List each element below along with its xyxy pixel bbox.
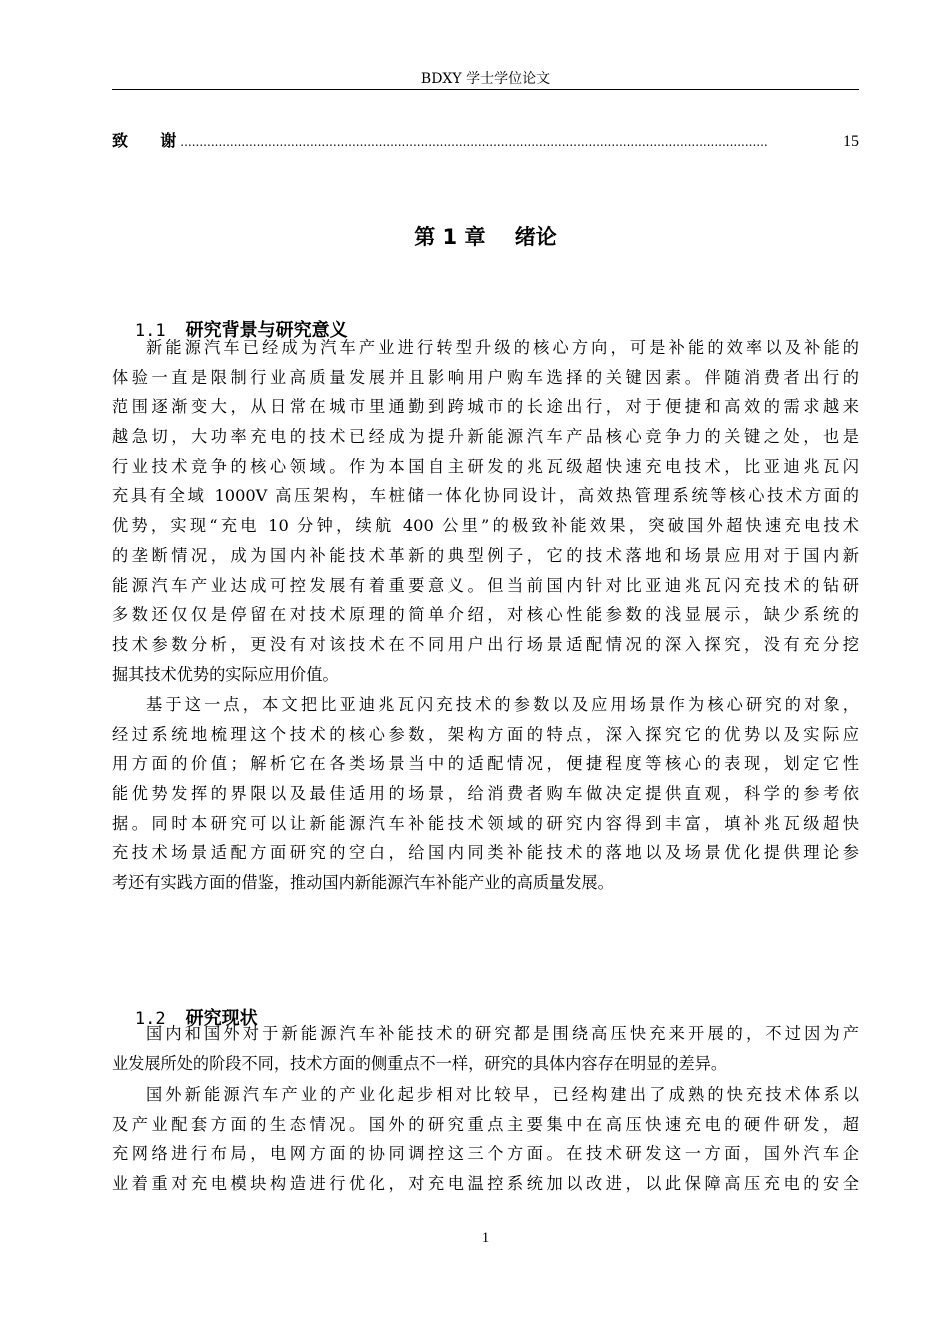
paragraph-line: 能源汽车产业达成可控发展有着重要意义。但当前国内针对比亚迪兆瓦闪充技术的钻研 [112, 575, 859, 595]
page-number: 1 [481, 1230, 490, 1246]
paragraph-line: 充技术场景适配方面研究的空白，给国内同类补能技术的落地以及场景优化提供理论参 [112, 843, 859, 863]
paragraph-line: 充具有全域 1000V 高压架构，车桩储一体化协同设计，高效热管理系统等核心技术方面的 [112, 486, 859, 506]
paragraph-line: 充网络进行布局，电网方面的协同调控这三个方面。在技术研发这一方面，国外汽车企 [112, 1144, 859, 1164]
paragraph-line: 用方面的价值；解析它在各类场景当中的适配情况，便捷程度等核心的表现，划定它性 [112, 754, 859, 774]
paragraph-line: 能优势发挥的界限以及最佳适用的场景，给消费者购车做决定提供直观，科学的参考依 [112, 784, 859, 804]
paragraph [112, 690, 859, 898]
paragraph-line: 及产业配套方面的生态情况。国外的研究重点主要集中在高压快速充电的硬件研发，超 [112, 1114, 859, 1134]
paragraph-line: 基于这一点，本文把比亚迪兆瓦闪充技术的参数以及应用场景作为核心研究的对象， [146, 695, 859, 714]
paragraph-line: 范围逐渐变大，从日常在城市里通勤到跨城市的长途出行，对于便捷和高效的需求越来 [112, 397, 859, 417]
paragraph-line: 的垄断情况，成为国内补能技术革新的典型例子，它的技术落地和场景应用对于国内新 [112, 545, 859, 565]
paragraph-line: 业着重对充电模块构造进行优化，对充电温控系统加以改进，以此保障高压充电的安全 [112, 1174, 859, 1194]
paragraph-line: 越急切，大功率充电的技术已经成为提升新能源汽车产品核心竞争力的关键之处，也是 [112, 427, 859, 447]
header-rule [112, 89, 859, 90]
paragraph [112, 1019, 859, 1078]
section-number: 1.1 [134, 321, 166, 341]
chapter-title: 第 1 章 绪论 [414, 225, 557, 249]
section-number: 1.2 [134, 1009, 166, 1029]
toc-entry [112, 130, 859, 152]
toc-leader-dots: .......................................................................................................................................................... [180, 135, 768, 149]
paragraph-line: 行业技术竞争的核心领域。作为本国自主研发的兆瓦级超快速充电技术，比亚迪兆瓦闪 [112, 456, 859, 476]
section-title: 研究现状 [185, 1008, 258, 1029]
section-title: 研究背景与研究意义 [185, 320, 348, 341]
paragraph-line: 据。同时本研究可以让新能源汽车补能技术领域的研究内容得到丰富，填补兆瓦级超快 [112, 813, 859, 833]
paragraph-line: 经过系统地梳理这个技术的核心参数，架构方面的特点，深入探究它的优势以及实际应 [112, 724, 859, 744]
paragraph-line: 考还有实践方面的借鉴，推动国内新能源汽车补能产业的高质量发展。 [112, 873, 614, 893]
paragraph-line: 掘其技术优势的实际应用价值。 [112, 664, 339, 684]
paragraph-line: 新能源汽车已经成为汽车产业进行转型升级的核心方向，可是补能的效率以及补能的 [146, 338, 859, 357]
paragraph-line: 业发展所处的阶段不同，技术方面的侧重点不一样，研究的具体内容存在明显的差异。 [112, 1053, 728, 1073]
paragraph-line: 国内和国外对于新能源汽车补能技术的研究都是围绕高压快充来开展的，不过因为产 [146, 1024, 859, 1043]
toc-entry-page: 15 [843, 133, 859, 150]
paragraph-line: 国外新能源汽车产业的产业化起步相对比较早，已经构建出了成熟的快充技术体系以 [146, 1085, 859, 1104]
paragraph-line: 技术参数分析，更没有对该技术在不同用户出行场景适配情况的深入探究，没有充分挖 [112, 634, 859, 654]
running-header: BDXY 学士学位论文 [420, 71, 551, 87]
paragraph-line: 多数还仅仅是停留在对技术原理的简单介绍，对核心性能参数的浅显展示，缺少系统的 [112, 605, 859, 625]
paragraph-line: 优势，实现“充电 10 分钟，续航 400 公里”的极致补能效果，突破国外超快速充电技术 [112, 516, 859, 536]
paragraph [112, 333, 859, 689]
paragraph [112, 1080, 859, 1199]
toc-entry-title: 致 谢 [112, 131, 179, 150]
paragraph-line: 体验一直是限制行业高质量发展并且影响用户购车选择的关键因素。伴随消费者出行的 [112, 367, 859, 387]
